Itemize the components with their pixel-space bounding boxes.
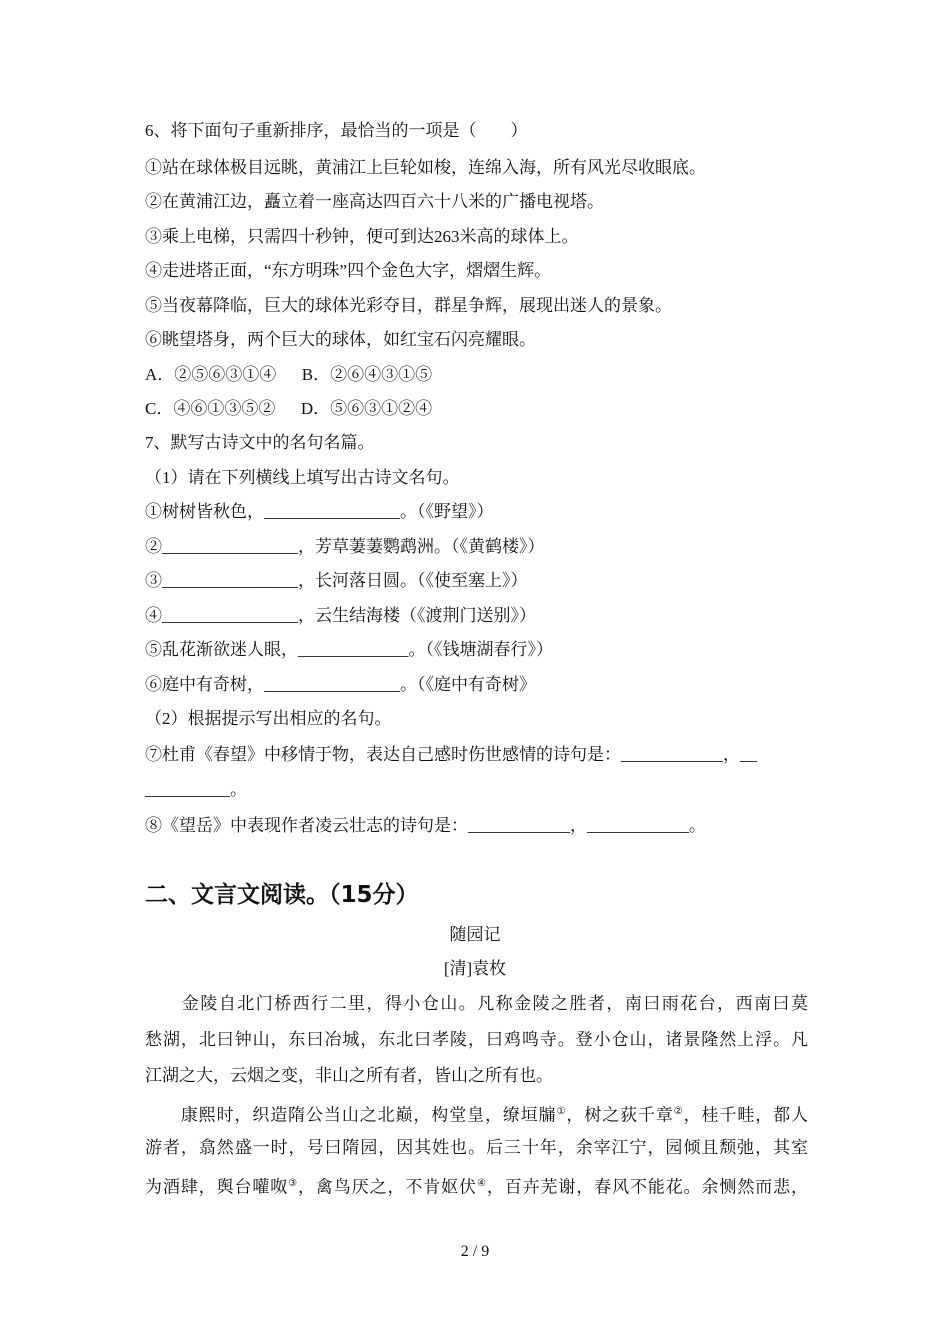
paragraph-line: 游者，翕然盛一时，号曰隋园，因其姓也。后三十年，余宰江宁，园倾且颓弛，其室 — [145, 1138, 808, 1157]
paragraph-line — [145, 1100, 808, 1128]
page-number: 2 / 9 — [460, 1243, 490, 1260]
q6-stem: 6、将下面句子重新排序，最恰当的一项是（ ） — [145, 121, 528, 140]
section-heading: 二、文言文阅读。（15分） — [145, 882, 419, 908]
q7-item-3: ③________________，长河落日圆。（《使至塞上》） — [145, 571, 528, 590]
paragraph-line — [145, 1172, 808, 1200]
footnote-ref: ② — [673, 1106, 684, 1117]
q6-sentence-5: ⑤当夜幕降临，巨大的球体光彩夺目，群星争辉，展现出迷人的景象。 — [145, 296, 672, 315]
q7-item-7-line1: ⑦杜甫《春望》中移情于物，表达自己感时伤世感情的诗句是：____________，__ — [145, 745, 757, 764]
text: ，树之荻千章 — [566, 1105, 674, 1125]
passage-title: 随园记 — [449, 925, 501, 944]
q7-part1: （1）请在下列横线上填写出古诗文名句。 — [145, 468, 460, 487]
q6-sentence-1: ①站在球体极目远眺，黄浦江上巨轮如梭，连绵入海，所有风光尽收眼底。 — [145, 158, 706, 177]
q7-item-4: ④________________，云生结海楼（《渡荆门送别》） — [145, 606, 536, 625]
text: 为酒肆，舆台嚾呶 — [145, 1177, 289, 1197]
q6-sentence-4: ④走进塔正面，“东方明珠”四个金色大字，熠熠生辉。 — [145, 261, 552, 280]
text: 康熙时，织造隋公当山之北巅，构堂皇，缭垣牖 — [145, 1105, 557, 1125]
text: ，桂千畦，都人 — [683, 1105, 809, 1125]
q7-item-8: ⑧《望岳》中表现作者凌云壮志的诗句是：____________，____________。 — [145, 816, 706, 835]
paragraph-line: 金陵自北门桥西行二里，得小仓山。凡称金陵之胜者，南曰雨花台，西南曰莫 — [145, 994, 808, 1013]
q7-item-2: ②________________，芳草萋萋鹦鹉洲。（《黄鹤楼》） — [145, 537, 545, 556]
q7-item-1: ①树树皆秋色，________________。（《野望》） — [145, 502, 494, 521]
passage-author: [清]袁枚 — [443, 959, 507, 978]
paragraph-line: 愁湖，北曰钟山，东曰冶城，东北曰孝陵，曰鸡鸣寺。登小仓山，诸景隆然上浮。凡 — [145, 1030, 808, 1049]
q6-sentence-3: ③乘上电梯，只需四十秒钟，便可到达263米高的球体上。 — [145, 227, 579, 246]
paragraph-line: 江湖之大，云烟之变，非山之所有者，皆山之所有也。 — [145, 1066, 553, 1085]
q6-sentence-6: ⑥眺望塔身，两个巨大的球体，如红宝石闪亮耀眼。 — [145, 330, 536, 349]
q7-item-5: ⑤乱花渐欲迷人眼，_____________。（《钱塘湖春行》） — [145, 640, 553, 659]
q7-part2: （2）根据提示写出相应的名句。 — [145, 709, 392, 728]
footnote-ref: ① — [556, 1106, 567, 1117]
text: ，禽鸟厌之，不肯妪伏 — [298, 1177, 477, 1197]
q6-sentence-2: ②在黄浦江边，矗立着一座高达四百六十八米的广播电视塔。 — [145, 192, 604, 211]
q7-item-6: ⑥庭中有奇树，________________。（《庭中有奇树》 — [145, 675, 536, 694]
q6-options-cd: C．④⑥①③⑤② D．⑤⑥③①②④ — [145, 399, 433, 418]
q7-item-7-line2: __________。 — [145, 780, 247, 799]
q6-options-ab: A．②⑤⑥③①④ B．②⑥④③①⑤ — [145, 365, 433, 384]
q7-stem: 7、默写古诗文中的名句名篇。 — [145, 433, 375, 452]
footnote-ref: ③ — [288, 1178, 299, 1189]
text: ，百卉芜谢，春风不能花。余恻然而悲， — [486, 1177, 809, 1197]
footnote-ref: ④ — [476, 1178, 487, 1189]
